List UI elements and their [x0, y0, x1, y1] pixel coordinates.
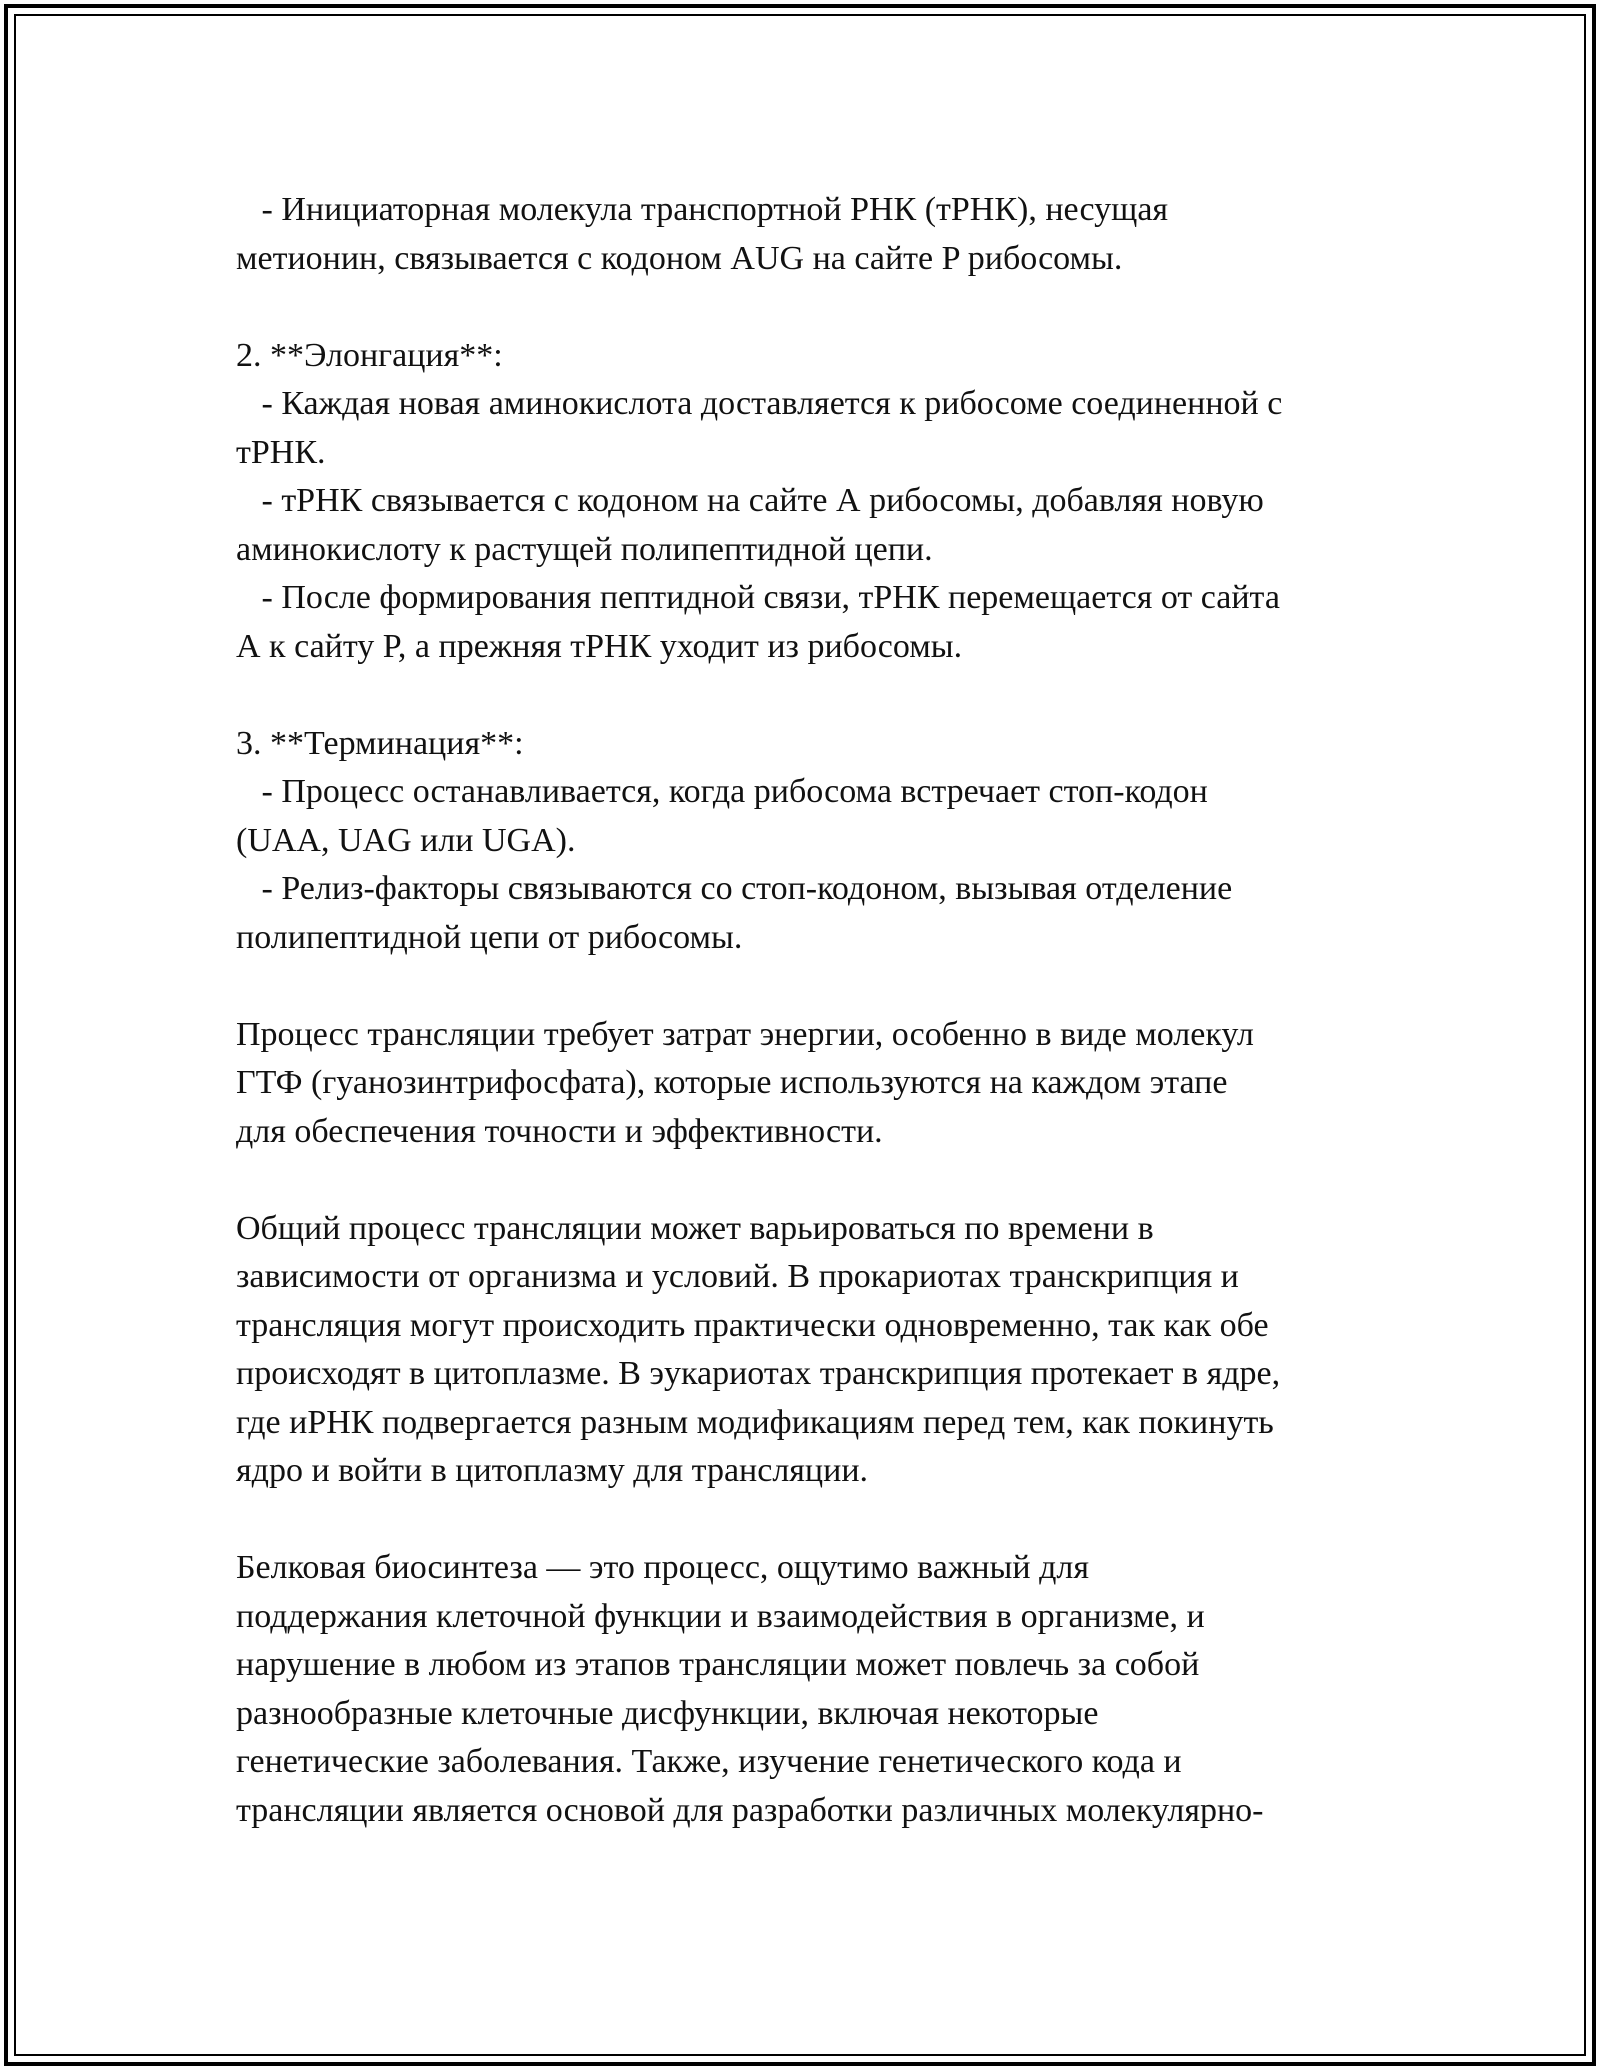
text-line: - Каждая новая аминокислота доставляется к рибосоме соединенной с — [236, 385, 1283, 422]
text-line: трансляции является основой для разработки различных молекулярно- — [236, 1791, 1264, 1829]
text-line: А к сайту P, а прежняя тРНК уходит из рибосомы. — [236, 627, 963, 665]
text-line: Процесс трансляции требует затрат энергии, особенно в виде молекул — [236, 1015, 1254, 1053]
document-body — [236, 186, 1386, 1835]
text-line: - Процесс останавливается, когда рибосома встречает стоп-кодон — [236, 773, 1208, 810]
text-line: - Инициаторная молекула транспортной РНК (тРНК), несущая — [236, 191, 1169, 228]
text-line: - тРНК связывается с кодоном на сайте А рибосомы, добавляя новую — [236, 482, 1264, 519]
text-line: аминокислоту к растущей полипептидной цепи. — [236, 530, 933, 568]
text-line: для обеспечения точности и эффективности. — [236, 1112, 883, 1150]
text-line: происходят в цитоплазме. В эукариотах транскрипция протекает в ядре, — [236, 1355, 1281, 1392]
paragraph-elongation — [236, 332, 1386, 672]
text-line: (UAA, UAG или UGA). — [236, 821, 576, 859]
text-line: где иРНК подвергается разным модификациям перед тем, как покинуть — [236, 1403, 1274, 1441]
paragraph-spacer — [236, 962, 1386, 1011]
text-line: ГТФ (гуанозинтрифосфата), которые используются на каждом этапе — [236, 1064, 1228, 1101]
text-line: тРНК. — [236, 433, 326, 471]
text-line: метионин, связывается с кодоном AUG на сайте P рибосомы. — [236, 239, 1123, 277]
text-line: генетические заболевания. Также, изучение генетического кода и — [236, 1743, 1182, 1780]
text-line: - После формирования пептидной связи, тРНК перемещается от сайта — [236, 579, 1280, 616]
paragraph-spacer — [236, 1156, 1386, 1205]
section-heading: 3. **Терминация**: — [236, 724, 524, 762]
text-line: - Релиз-факторы связываются со стоп-кодоном, вызывая отделение — [236, 870, 1233, 907]
section-heading: 2. **Элонгация**: — [236, 336, 503, 374]
text-line: полипептидной цепи от рибосомы. — [236, 918, 743, 956]
paragraph-spacer — [236, 283, 1386, 332]
text-line: поддержания клеточной функции и взаимодействия в организме, и — [236, 1597, 1205, 1635]
paragraph-spacer — [236, 671, 1386, 720]
text-line: Белковая биосинтеза — это процесс, ощутимо важный для — [236, 1549, 1090, 1586]
text-line: Общий процесс трансляции может варьироваться по времени в — [236, 1209, 1154, 1247]
text-line: нарушение в любом из этапов трансляции может повлечь за собой — [236, 1646, 1200, 1683]
text-line: зависимости от организма и условий. В прокариотах транскрипция и — [236, 1258, 1239, 1295]
text-line: трансляция могут происходить практически одновременно, так как обе — [236, 1306, 1269, 1344]
paragraph-importance — [236, 1544, 1386, 1835]
text-line: разнообразные клеточные дисфункции, включая некоторые — [236, 1694, 1099, 1732]
paragraph-spacer — [236, 1496, 1386, 1545]
paragraph-initiation-bullet — [236, 186, 1386, 283]
paragraph-energy — [236, 1011, 1386, 1157]
paragraph-termination — [236, 720, 1386, 963]
paragraph-timing — [236, 1205, 1386, 1496]
text-line: ядро и войти в цитоплазму для трансляции. — [236, 1452, 869, 1489]
